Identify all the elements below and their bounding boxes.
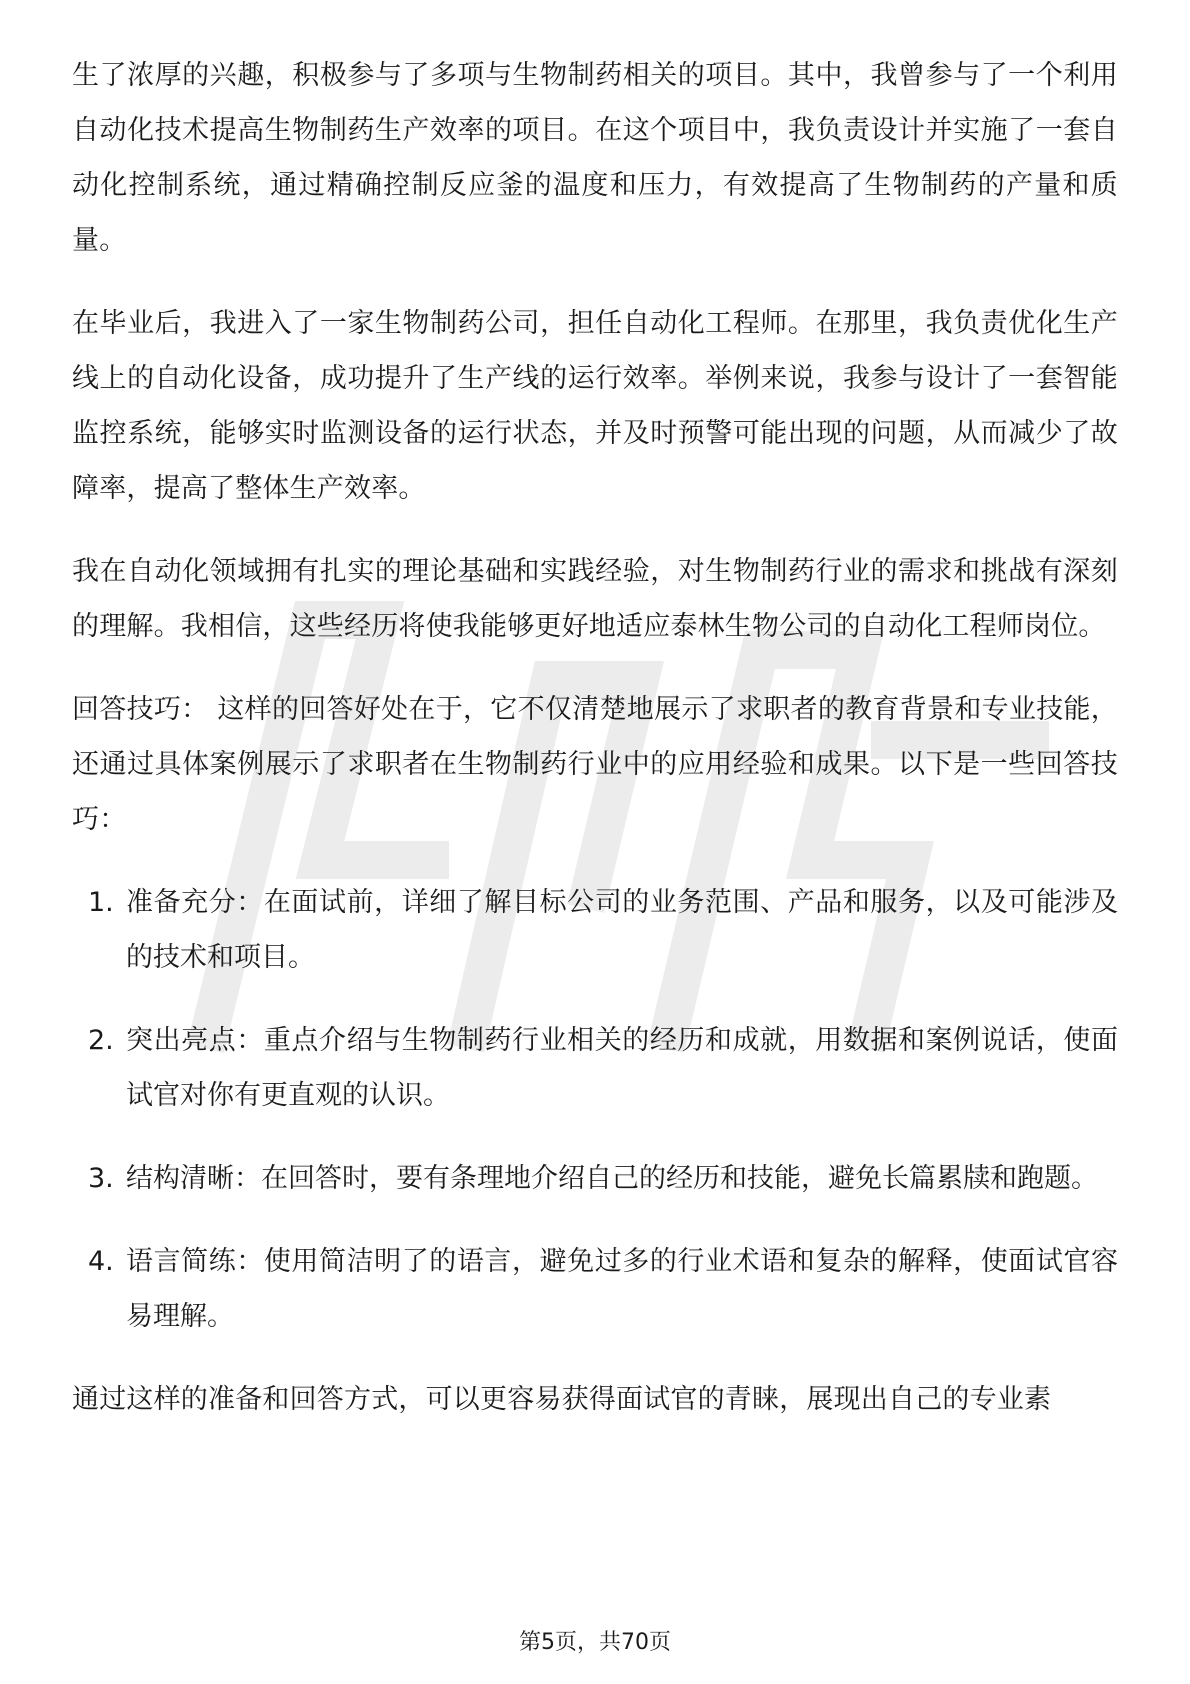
list-item-number: 1. xyxy=(88,887,114,918)
paragraph-closing: 通过这样的准备和回答方式，可以更容易获得面试官的青睐，展现出自己的专业素 xyxy=(72,1384,1052,1415)
page-number-footer: 第5页，共70页 xyxy=(519,1630,671,1655)
list-item-text: 语言简练：使用简洁明了的语言，避免过多的行业术语和复杂的解释，使面试官容易理解。 xyxy=(126,1246,1118,1332)
list-item xyxy=(72,1234,1118,1344)
paragraph-answer-tips: 回答技巧： 这样的回答好处在于，它不仅清楚地展示了求职者的教育背景和专业技能，还通过具体案例展示了求职者在生物制药行业中的应用经验和成果。以下是一些回答技巧： xyxy=(72,694,1118,835)
list-item-number: 3. xyxy=(88,1163,114,1194)
list-item xyxy=(72,1013,1118,1123)
list-item xyxy=(72,1151,1118,1206)
list-item-number: 4. xyxy=(88,1246,114,1277)
list-item xyxy=(72,875,1118,985)
tips-list xyxy=(72,875,1118,1344)
paragraph-work-experience: 在毕业后，我进入了一家生物制药公司，担任自动化工程师。在那里，我负责优化生产线上的自动化设备，成功提升了生产线的运行效率。举例来说，我参与设计了一套智能监控系统，能够实时监测设备的运行状态，并及时预警可能出现的问题，从而减少了故障率，提高了整体生产效率。 xyxy=(72,308,1118,504)
document-body xyxy=(72,48,1118,1455)
list-item-number: 2. xyxy=(88,1025,114,1056)
paragraph-summary: 我在自动化领域拥有扎实的理论基础和实践经验，对生物制药行业的需求和挑战有深刻的理解。我相信，这些经历将使我能够更好地适应泰林生物公司的自动化工程师岗位。 xyxy=(72,556,1118,642)
paragraph-experience-intro: 生了浓厚的兴趣，积极参与了多项与生物制药相关的项目。其中，我曾参与了一个利用自动化技术提高生物制药生产效率的项目。在这个项目中，我负责设计并实施了一套自动化控制系统，通过精确控制反应釜的温度和压力，有效提高了生物制药的产量和质量。 xyxy=(72,60,1118,256)
list-item-text: 突出亮点：重点介绍与生物制药行业相关的经历和成就，用数据和案例说话，使面试官对你有更直观的认识。 xyxy=(126,1025,1118,1111)
list-item-text: 准备充分：在面试前，详细了解目标公司的业务范围、产品和服务，以及可能涉及的技术和项目。 xyxy=(126,887,1118,973)
list-item-text: 结构清晰：在回答时，要有条理地介绍自己的经历和技能，避免长篇累牍和跑题。 xyxy=(126,1163,1098,1194)
